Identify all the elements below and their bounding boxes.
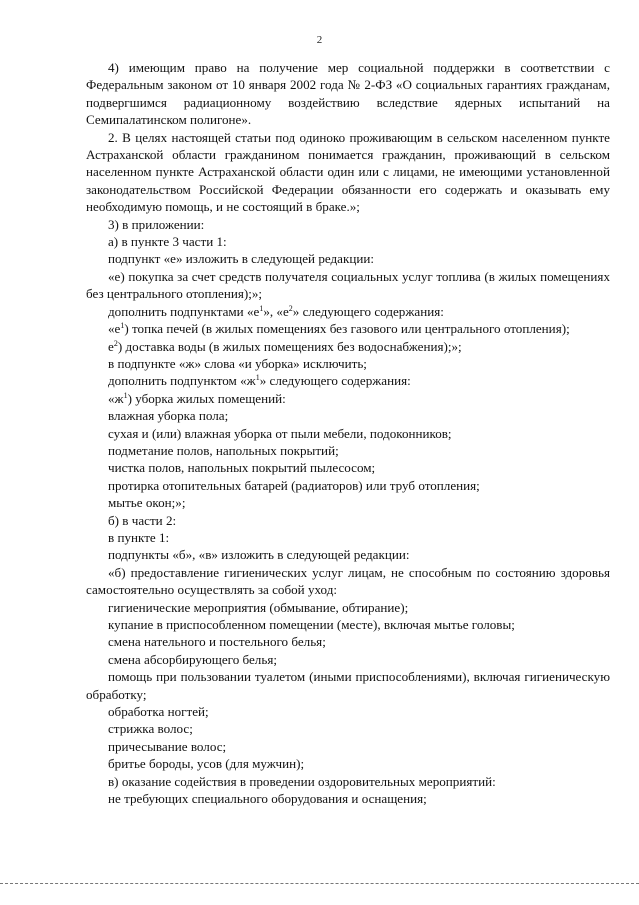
paragraph-text: не требующих специального оборудования и оснащения;: [108, 791, 427, 807]
page-bottom-rule: [0, 883, 639, 884]
paragraph-text: 2. В целях настоящей статьи под одиноко проживающим в сельском населенном пункте Астраханской области гражданином понимается гражданин, проживающий в сельском населенном пункте Астраханской области один или с лицами, не имеющими установленной законодательством Российской Федерации обязанности его содержать и оказывать ему необходимую помощь, и не состоящий в браке.»;: [86, 129, 610, 215]
paragraph-text: смена нательного и постельного белья;: [108, 634, 326, 650]
paragraph-text: б) в части 2:: [108, 512, 177, 528]
paragraph: [86, 703, 610, 720]
paragraph-text: помощь при пользовании туалетом (иными приспособлениями), включая гигиеническую обработку;: [86, 669, 610, 702]
paragraph-text: ) доставка воды (в жилых помещениях без водоснабжения);»;: [117, 338, 462, 354]
paragraph-text: «е: [108, 321, 121, 337]
superscript-index: 1: [259, 303, 264, 313]
paragraph: [86, 59, 610, 129]
superscript-index: 1: [120, 321, 125, 331]
paragraph: [86, 494, 610, 511]
paragraph-text: а) в пункте 3 части 1:: [108, 234, 227, 250]
paragraph-text: е: [108, 338, 114, 354]
paragraph-text: 3) в приложении:: [108, 216, 205, 232]
superscript-index: 1: [123, 390, 128, 400]
paragraph: [86, 268, 610, 303]
paragraph: [86, 651, 610, 668]
paragraph: [86, 216, 610, 233]
paragraph-text: влажная уборка пола;: [108, 408, 229, 424]
superscript-index: 1: [255, 373, 260, 383]
paragraph-text: подпункт «е» изложить в следующей редакции:: [108, 251, 375, 267]
paragraph: [86, 546, 610, 563]
paragraph-text: гигиенические мероприятия (обмывание, обтирание);: [108, 599, 409, 615]
paragraph-text: сухая и (или) влажная уборка от пыли мебели, подоконников;: [108, 425, 452, 441]
paragraph: [86, 720, 610, 737]
paragraph: [86, 477, 610, 494]
paragraph-text: купание в приспособленном помещении (месте), включая мытье головы;: [108, 617, 515, 632]
paragraph: [86, 355, 610, 372]
paragraph-text: в) оказание содействия в проведении оздоровительных мероприятий:: [108, 773, 496, 789]
paragraph: [86, 372, 610, 389]
paragraph-text: стрижка волос;: [108, 721, 193, 737]
paragraph: [86, 755, 610, 772]
paragraph-text: «е) покупка за счет средств получателя социальных услуг топлива (в жилых помещениях без центрального отопления);»;: [86, 268, 610, 302]
document-body: [86, 59, 610, 807]
paragraph-text: «б) предоставление гигиенических услуг лицам, не способным по состоянию здоровья самостоятельно осуществлять за собой уход:: [86, 564, 610, 598]
paragraph-text: 4) имеющим право на получение мер социальной поддержки в соответствии с Федеральным законом от 10 января 2002 года № 2-ФЗ «О социальных гарантиях гражданам, подвергшимся радиационному воздействию вследствие ядерных испытаний на Семипалатинском полигоне».: [86, 60, 610, 128]
paragraph: [86, 233, 610, 250]
paragraph-text: «ж: [108, 390, 124, 406]
paragraph-text: » следующего содержания:: [292, 303, 444, 319]
paragraph-text: » следующего содержания:: [259, 373, 411, 389]
paragraph-text: чистка полов, напольных покрытий пылесосом;: [108, 460, 376, 476]
paragraph: [86, 529, 610, 546]
paragraph-text: дополнить подпунктом «ж: [108, 373, 256, 389]
paragraph: [86, 616, 610, 633]
paragraph-text: причесывание волос;: [108, 738, 227, 754]
page-number: 2: [316, 34, 323, 46]
paragraph-text: обработка ногтей;: [108, 704, 209, 720]
paragraph-text: в пункте 1:: [108, 529, 170, 545]
paragraph: [86, 425, 610, 442]
paragraph: [86, 338, 610, 355]
paragraph-text: дополнить подпунктами «е: [108, 303, 260, 319]
paragraph: [86, 633, 610, 650]
paragraph: [86, 250, 610, 267]
paragraph-text: ) топка печей (в жилых помещениях без газового или центрального отопления);: [124, 321, 570, 337]
paragraph: [86, 564, 610, 599]
paragraph: [86, 512, 610, 529]
paragraph-text: подпункты «б», «в» изложить в следующей редакции:: [108, 547, 410, 563]
paragraph: [86, 407, 610, 424]
paragraph: [86, 129, 610, 216]
paragraph-text: протирка отопительных батарей (радиаторов) или труб отопления;: [108, 477, 480, 493]
paragraph: [86, 599, 610, 616]
paragraph-text: подметание полов, напольных покрытий;: [108, 442, 339, 458]
paragraph: [86, 790, 610, 807]
paragraph-text: ) уборка жилых помещений:: [127, 390, 286, 406]
paragraph-text: », «е: [263, 303, 289, 319]
superscript-index: 2: [113, 338, 118, 348]
paragraph: [86, 320, 610, 337]
paragraph: [86, 442, 610, 459]
paragraph: [86, 390, 610, 407]
superscript-index: 2: [288, 303, 293, 313]
paragraph: [86, 773, 610, 790]
paragraph: [86, 459, 610, 476]
paragraph-text: смена абсорбирующего белья;: [108, 651, 277, 667]
paragraph: [86, 738, 610, 755]
paragraph-text: бритье бороды, усов (для мужчин);: [108, 756, 305, 772]
paragraph-text: в подпункте «ж» слова «и уборка» исключить;: [108, 355, 367, 371]
paragraph: [86, 303, 610, 320]
paragraph: [86, 668, 610, 703]
paragraph-text: мытье окон;»;: [108, 495, 186, 511]
